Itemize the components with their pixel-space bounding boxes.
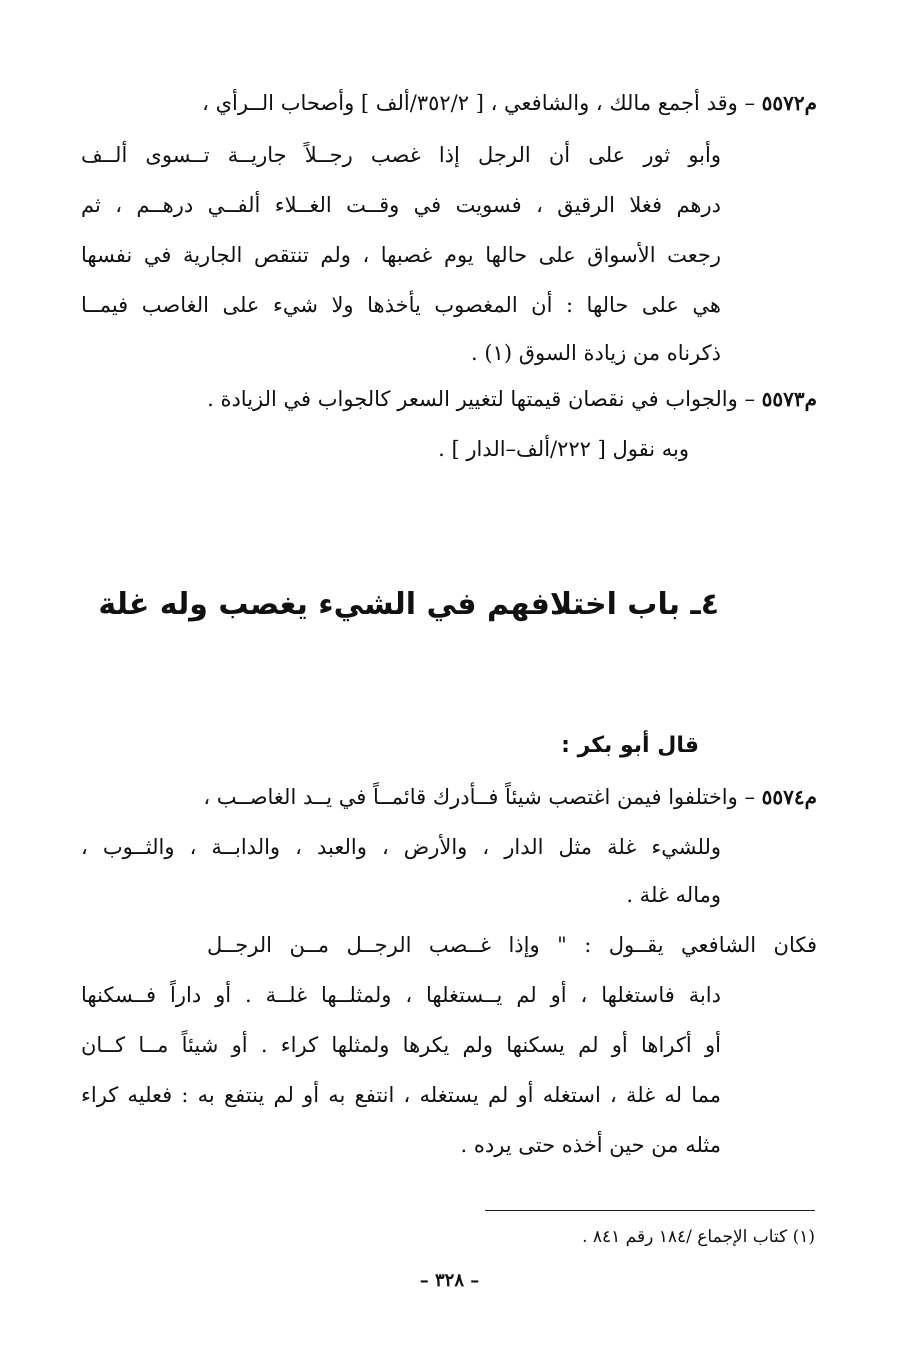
entry-5572-line-5: هي على حالها : أن المغصوب يأخذها ولا شيء على الغاصب فيمــا [81, 293, 721, 317]
shafii-line-2: دابة فاستغلها ، أو لم يــستغلها ، ولمثلــها غلــة . أو داراً فــسكنها [81, 983, 721, 1007]
entry-5572-line-6: ذكرناه من زيادة السوق (١) . [471, 341, 721, 365]
entry-5573-line-2: وبه نقول [ ٢٢٢/ألف–الدار ] . [438, 437, 689, 461]
entry-5572-line-2: وأبو ثور على أن الرجل إذا غصب رجــلاً جاريــة تــسوى ألــف [81, 143, 721, 167]
footnote: (١) كتاب الإجماع /١٨٤ رقم ٨٤١ . [582, 1227, 815, 1247]
entry-5572-line-4: رجعت الأسواق على حالها يوم غصبها ، ولم تنتقص الجارية في نفسها [81, 243, 721, 267]
speaker-label: قال أبو بكر : [561, 733, 699, 758]
chapter-heading: ٤ـ باب اختلافهم في الشيء يغصب وله غلة [98, 587, 719, 622]
entry-number: م٥٥٧٤ [761, 785, 817, 809]
entry-5574-line-3: وماله غلة . [626, 883, 721, 907]
shafii-line-5: مثله من حين أخذه حتى يرده . [460, 1133, 721, 1157]
entry-5574-line-1: م٥٥٧٤ – واختلفوا فيمن اغتصب شيئاً فــأدرك قائمــاً في يــد الغاصــب ، [203, 785, 817, 809]
shafii-line-1: فكان الشافعي يقــول : " وإذا غــصب الرجــل مــن الرجــل [207, 933, 817, 957]
page-number: – ٣٢٨ – [419, 1270, 480, 1291]
shafii-line-3: أو أكراها أو لم يسكنها ولم يكرها ولمثلها كراء . أو شيئاً مــا كــان [81, 1033, 721, 1057]
entry-5572-line-3: درهم فغلا الرقيق ، فسويت في وقــت الغــلاء ألفــي درهــم ، ثم [81, 193, 721, 217]
entry-5573-line-1: م٥٥٧٣ – والجواب في نقصان قيمتها لتغيير السعر كالجواب في الزيادة . [207, 387, 817, 411]
entry-5572-line-1: م٥٥٧٢ – وقد أجمع مالك ، والشافعي ، [ ٣٥٢/٢/ألف ] وأصحاب الــرأي ، [202, 91, 817, 115]
entry-5574-line-2: وللشيء غلة مثل الدار ، والأرض ، والعبد ، والدابــة ، والثــوب ، [81, 835, 721, 859]
entry-number: م٥٥٧٢ [761, 91, 817, 115]
entry-number: م٥٥٧٣ [761, 387, 817, 411]
shafii-line-4: مما له غلة ، استغله أو لم يستغله ، انتفع به أو لم ينتفع به : فعليه كراء [81, 1083, 721, 1107]
footnote-divider [485, 1210, 815, 1211]
